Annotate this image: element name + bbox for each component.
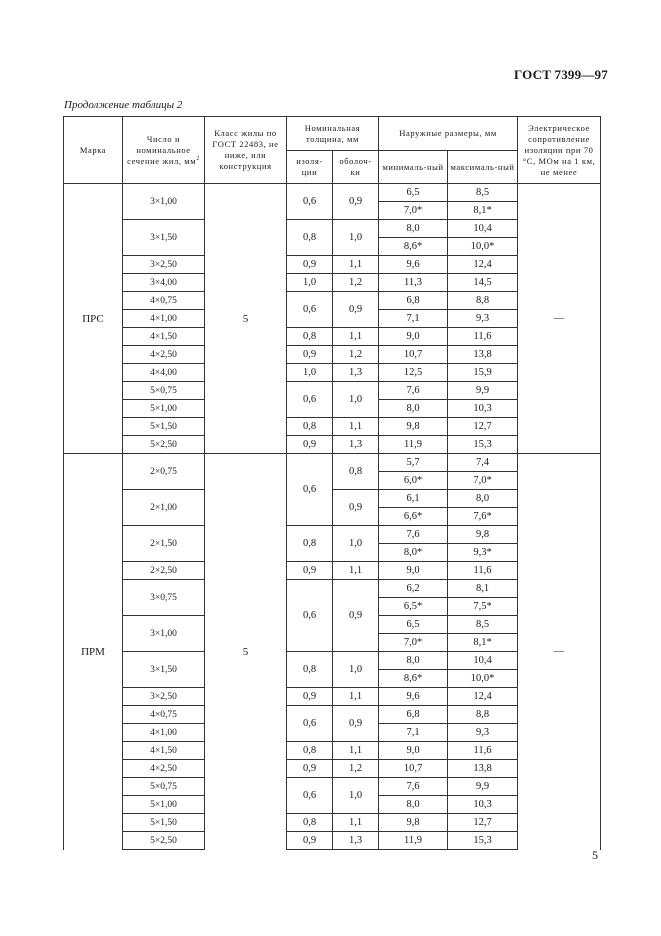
- header-outer-dims: Наружные размеры, мм: [379, 117, 518, 151]
- max-cell: 9,3: [448, 724, 518, 742]
- max-cell: 11,6: [448, 742, 518, 760]
- min-cell: 6,5: [379, 616, 448, 634]
- sheath-cell: 1,0: [333, 652, 379, 688]
- insulation-cell: 1,0: [287, 364, 333, 382]
- min-cell: 6,0*: [379, 472, 448, 490]
- max-cell: 15,3: [448, 436, 518, 454]
- insulation-cell: 0,9: [287, 760, 333, 778]
- cross-section-cell: 2×0,75: [123, 454, 205, 490]
- sheath-cell: 1,1: [333, 688, 379, 706]
- max-cell: 10,3: [448, 796, 518, 814]
- min-cell: 11,3: [379, 274, 448, 292]
- max-cell: 15,3: [448, 832, 518, 850]
- min-cell: 5,7: [379, 454, 448, 472]
- max-cell: 9,8: [448, 526, 518, 544]
- insulation-cell: 0,8: [287, 328, 333, 346]
- sheath-cell: 1,1: [333, 256, 379, 274]
- min-cell: 7,0*: [379, 634, 448, 652]
- insulation-cell: 0,9: [287, 436, 333, 454]
- min-cell: 8,0: [379, 220, 448, 238]
- insulation-cell: 1,0: [287, 274, 333, 292]
- sheath-cell: 1,0: [333, 526, 379, 562]
- standard-designation: ГОСТ 7399—97: [514, 67, 608, 82]
- max-cell: 8,8: [448, 706, 518, 724]
- cross-section-cell: 5×0,75: [123, 778, 205, 796]
- max-cell: 9,3: [448, 310, 518, 328]
- max-cell: 8,1*: [448, 634, 518, 652]
- max-cell: 9,3*: [448, 544, 518, 562]
- cross-section-cell: 4×1,50: [123, 742, 205, 760]
- sheath-cell: 1,1: [333, 418, 379, 436]
- brand-cell: ПРМ: [64, 454, 123, 850]
- sheath-cell: 1,1: [333, 328, 379, 346]
- max-cell: 7,5*: [448, 598, 518, 616]
- max-cell: 8,5: [448, 616, 518, 634]
- min-cell: 11,9: [379, 832, 448, 850]
- insulation-cell: 0,6: [287, 706, 333, 742]
- table-continuation-caption: Продолжение таблицы 2: [64, 99, 183, 111]
- header-min: минималь-ный: [379, 151, 448, 184]
- table-row: [64, 454, 601, 472]
- cross-section-cell: 3×1,00: [123, 616, 205, 652]
- cross-section-cell: 5×1,50: [123, 814, 205, 832]
- min-cell: 8,0: [379, 652, 448, 670]
- header-thickness: Номинальная толщина, мм: [287, 117, 379, 151]
- insulation-cell: 0,9: [287, 688, 333, 706]
- cross-section-cell: 4×1,00: [123, 724, 205, 742]
- sheath-cell: 1,0: [333, 220, 379, 256]
- sheath-cell: 0,9: [333, 292, 379, 328]
- header-cores: Число и номинальное сечение жил, $мм^2$: [123, 117, 205, 184]
- cross-section-cell: 4×4,00: [123, 364, 205, 382]
- cross-section-cell: 5×2,50: [123, 832, 205, 850]
- header-sheath: оболоч-ки: [333, 151, 379, 184]
- insulation-cell: 0,8: [287, 418, 333, 436]
- min-cell: 7,1: [379, 310, 448, 328]
- min-cell: 7,0*: [379, 202, 448, 220]
- cross-section-cell: 4×2,50: [123, 346, 205, 364]
- max-cell: 12,7: [448, 418, 518, 436]
- min-cell: 9,8: [379, 418, 448, 436]
- min-cell: 9,6: [379, 688, 448, 706]
- min-cell: 8,0*: [379, 544, 448, 562]
- max-cell: 10,3: [448, 400, 518, 418]
- sheath-cell: 1,1: [333, 742, 379, 760]
- min-cell: 9,0: [379, 328, 448, 346]
- min-cell: 8,0: [379, 400, 448, 418]
- table-body: [64, 184, 601, 850]
- min-cell: 9,0: [379, 742, 448, 760]
- cross-section-cell: 4×1,00: [123, 310, 205, 328]
- max-cell: 10,4: [448, 220, 518, 238]
- sheath-cell: 1,3: [333, 436, 379, 454]
- sheath-cell: 0,9: [333, 580, 379, 652]
- max-cell: 8,0: [448, 490, 518, 508]
- sheath-cell: 1,2: [333, 760, 379, 778]
- insulation-cell: 0,6: [287, 778, 333, 814]
- max-cell: 9,9: [448, 382, 518, 400]
- insulation-cell: 0,8: [287, 220, 333, 256]
- cross-section-cell: 2×2,50: [123, 562, 205, 580]
- cross-section-cell: 3×4,00: [123, 274, 205, 292]
- insulation-cell: 0,9: [287, 562, 333, 580]
- cross-section-cell: 5×1,00: [123, 796, 205, 814]
- min-cell: 12,5: [379, 364, 448, 382]
- insulation-cell: 0,6: [287, 382, 333, 418]
- header-max: максималь-ный: [448, 151, 518, 184]
- max-cell: 13,8: [448, 760, 518, 778]
- max-cell: 12,7: [448, 814, 518, 832]
- insulation-cell: 0,6: [287, 580, 333, 652]
- min-cell: 6,8: [379, 706, 448, 724]
- header-insulation: изоля-ции: [287, 151, 333, 184]
- cross-section-cell: 5×0,75: [123, 382, 205, 400]
- min-cell: 6,5: [379, 184, 448, 202]
- sheath-cell: 1,1: [333, 562, 379, 580]
- cross-section-cell: 5×2,50: [123, 436, 205, 454]
- max-cell: 12,4: [448, 688, 518, 706]
- min-cell: 8,0: [379, 796, 448, 814]
- cross-section-cell: 4×0,75: [123, 706, 205, 724]
- cross-section-cell: 2×1,00: [123, 490, 205, 526]
- insulation-cell: 0,8: [287, 652, 333, 688]
- header-resistance: Электрическое сопротивление изоляции при 70 °С, МОм на 1 км, не менее: [518, 117, 601, 184]
- sheath-cell: 0,9: [333, 490, 379, 526]
- max-cell: 10,0*: [448, 238, 518, 256]
- resistance-cell: —: [518, 454, 601, 850]
- cross-section-cell: 3×2,50: [123, 688, 205, 706]
- min-cell: 10,7: [379, 346, 448, 364]
- max-cell: 8,5: [448, 184, 518, 202]
- min-cell: 6,8: [379, 292, 448, 310]
- insulation-cell: 0,8: [287, 742, 333, 760]
- min-cell: 8,6*: [379, 238, 448, 256]
- cross-section-cell: 3×2,50: [123, 256, 205, 274]
- sheath-cell: 1,2: [333, 346, 379, 364]
- min-cell: 9,6: [379, 256, 448, 274]
- insulation-cell: 0,9: [287, 832, 333, 850]
- cross-section-cell: 3×0,75: [123, 580, 205, 616]
- cross-section-cell: 4×1,50: [123, 328, 205, 346]
- min-cell: 6,1: [379, 490, 448, 508]
- insulation-cell: 0,6: [287, 292, 333, 328]
- max-cell: 12,4: [448, 256, 518, 274]
- min-cell: 6,5*: [379, 598, 448, 616]
- resistance-cell: —: [518, 184, 601, 454]
- sheath-cell: 1,2: [333, 274, 379, 292]
- sheath-cell: 1,0: [333, 778, 379, 814]
- min-cell: 7,6: [379, 526, 448, 544]
- min-cell: 6,2: [379, 580, 448, 598]
- max-cell: 10,0*: [448, 670, 518, 688]
- brand-cell: ПРС: [64, 184, 123, 454]
- max-cell: 13,8: [448, 346, 518, 364]
- insulation-cell: 0,9: [287, 256, 333, 274]
- header-core-class: Класс жилы по ГОСТ 22483, не ниже, или конструкция: [205, 117, 287, 184]
- cross-section-cell: 5×1,50: [123, 418, 205, 436]
- cross-section-cell: 3×1,50: [123, 652, 205, 688]
- page-number: 5: [592, 848, 598, 862]
- min-cell: 7,6: [379, 382, 448, 400]
- min-cell: 11,9: [379, 436, 448, 454]
- cross-section-cell: 3×1,50: [123, 220, 205, 256]
- max-cell: 11,6: [448, 562, 518, 580]
- insulation-cell: 0,8: [287, 526, 333, 562]
- min-cell: 7,6: [379, 778, 448, 796]
- max-cell: 10,4: [448, 652, 518, 670]
- core-class-cell: 5: [205, 184, 287, 454]
- core-class-cell: 5: [205, 454, 287, 850]
- sheath-cell: 0,9: [333, 184, 379, 220]
- cross-section-cell: 4×2,50: [123, 760, 205, 778]
- max-cell: 8,1: [448, 580, 518, 598]
- sheath-cell: 1,1: [333, 814, 379, 832]
- min-cell: 6,6*: [379, 508, 448, 526]
- min-cell: 7,1: [379, 724, 448, 742]
- max-cell: 14,5: [448, 274, 518, 292]
- max-cell: 7,0*: [448, 472, 518, 490]
- max-cell: 7,6*: [448, 508, 518, 526]
- insulation-cell: 0,6: [287, 454, 333, 526]
- insulation-cell: 0,9: [287, 346, 333, 364]
- sheath-cell: 1,3: [333, 832, 379, 850]
- sheath-cell: 1,0: [333, 382, 379, 418]
- sheath-cell: 0,9: [333, 706, 379, 742]
- min-cell: 9,8: [379, 814, 448, 832]
- header-brand: Марка: [64, 117, 123, 184]
- max-cell: 8,1*: [448, 202, 518, 220]
- cross-section-cell: 4×0,75: [123, 292, 205, 310]
- sheath-cell: 0,8: [333, 454, 379, 490]
- table-row: [64, 184, 601, 202]
- cross-section-cell: 5×1,00: [123, 400, 205, 418]
- max-cell: 9,9: [448, 778, 518, 796]
- insulation-cell: 0,8: [287, 814, 333, 832]
- insulation-cell: 0,6: [287, 184, 333, 220]
- cross-section-cell: 3×1,00: [123, 184, 205, 220]
- min-cell: 8,6*: [379, 670, 448, 688]
- min-cell: 10,7: [379, 760, 448, 778]
- max-cell: 11,6: [448, 328, 518, 346]
- max-cell: 15,9: [448, 364, 518, 382]
- sheath-cell: 1,3: [333, 364, 379, 382]
- cable-specs-table: [63, 116, 601, 850]
- cross-section-cell: 2×1,50: [123, 526, 205, 562]
- max-cell: 8,8: [448, 292, 518, 310]
- min-cell: 9,0: [379, 562, 448, 580]
- max-cell: 7,4: [448, 454, 518, 472]
